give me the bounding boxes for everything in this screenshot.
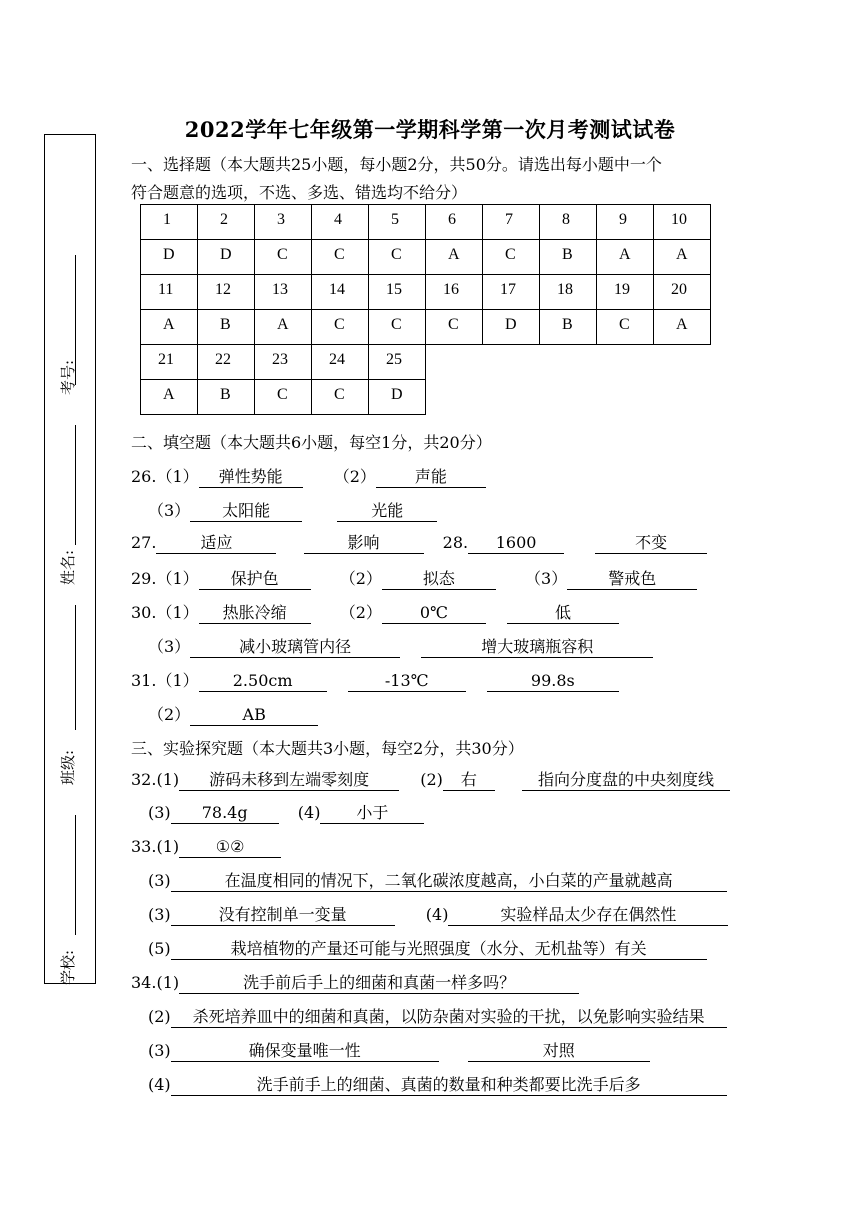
table-cell: 1 [141, 205, 198, 240]
table-cell: D [483, 310, 540, 345]
table-row [141, 205, 711, 240]
q34-part3: (3) [148, 1041, 171, 1060]
q34-line2 [148, 1007, 727, 1031]
table-cell-empty [483, 380, 540, 415]
table-cell: B [540, 240, 597, 275]
q30-answer2: 0℃ [382, 603, 486, 624]
q33-number: 33.(1) [131, 837, 180, 856]
table-row [141, 310, 711, 345]
q31-answer2: -13℃ [348, 671, 466, 692]
table-cell-empty [426, 345, 483, 380]
q30-part3: （3） [148, 637, 191, 656]
table-cell: 3 [255, 205, 312, 240]
q33-answer4: 实验样品太少存在偶然性 [448, 905, 728, 926]
q30-answer4: 减小玻璃管内径 [190, 637, 400, 658]
table-cell: C [312, 380, 369, 415]
name-label: 姓名: [59, 549, 77, 585]
q32-part3: (3) [148, 803, 171, 822]
q31-part2: （2） [148, 705, 191, 724]
q26-part2: （2） [333, 467, 376, 486]
table-cell-empty [654, 345, 711, 380]
q31-line1 [131, 668, 619, 692]
name-field[interactable] [45, 425, 97, 585]
q30-line2 [148, 634, 653, 658]
table-cell-empty [654, 380, 711, 415]
table-cell: 24 [312, 345, 369, 380]
q29-part3: （3） [525, 569, 568, 588]
q33-line4 [148, 939, 707, 963]
q34-number: 34.(1) [131, 973, 180, 992]
q33-part4: (4) [425, 905, 449, 924]
table-cell: A [426, 240, 483, 275]
table-cell: 25 [369, 345, 426, 380]
table-cell: C [426, 310, 483, 345]
table-cell: A [141, 310, 198, 345]
table-cell: C [255, 240, 312, 275]
table-cell: 23 [255, 345, 312, 380]
class-line [75, 605, 76, 730]
q29-answer2: 拟态 [382, 569, 496, 590]
q26-line1 [131, 464, 486, 488]
q32-answer5: 小于 [320, 803, 424, 824]
q32-part2: (2) [420, 770, 443, 789]
class-field[interactable] [45, 605, 97, 785]
q26-line2 [148, 498, 437, 522]
table-cell: B [540, 310, 597, 345]
table-cell: 21 [141, 345, 198, 380]
q34-answer1: 洗手前后手上的细菌和真菌一样多吗？ [179, 973, 579, 994]
q34-part2: (2) [148, 1007, 171, 1026]
q29-line [131, 566, 697, 590]
class-label: 班级: [59, 749, 77, 785]
q27-answer2: 影响 [304, 533, 424, 554]
q33-part2: (3) [148, 871, 171, 890]
table-cell: 9 [597, 205, 654, 240]
table-cell: 2 [198, 205, 255, 240]
table-cell: 12 [198, 275, 255, 310]
q29-number: 29.（1） [131, 569, 199, 588]
table-cell: 13 [255, 275, 312, 310]
table-cell: 4 [312, 205, 369, 240]
q29-answer3: 警戒色 [567, 569, 697, 590]
q32-line1 [131, 770, 730, 794]
table-row [141, 380, 711, 415]
q32-answer2: 右 [443, 770, 495, 791]
q29-answer1: 保护色 [199, 569, 311, 590]
table-cell: 7 [483, 205, 540, 240]
q33-answer1: ①② [179, 837, 281, 858]
table-cell: 20 [654, 275, 711, 310]
q28-answer2: 不变 [595, 533, 707, 554]
q26-answer2: 声能 [376, 467, 486, 488]
q34-answer5: 洗手前手上的细菌、真菌的数量和种类都要比洗手后多 [171, 1075, 727, 1096]
school-line [75, 815, 76, 935]
q27-answer1: 适应 [156, 533, 276, 554]
q34-line4 [148, 1075, 727, 1099]
q27-number: 27. [131, 533, 157, 552]
q33-line2 [148, 871, 727, 895]
q34-answer3: 确保变量唯一性 [171, 1041, 439, 1062]
q31-answer4: AB [190, 705, 318, 726]
table-cell: A [141, 380, 198, 415]
q32-answer1: 游码未移到左端零刻度 [179, 770, 399, 791]
table-cell: 19 [597, 275, 654, 310]
table-cell: 11 [141, 275, 198, 310]
q30-answer3: 低 [507, 603, 619, 624]
q31-line2 [148, 702, 318, 726]
table-cell-empty [426, 380, 483, 415]
table-cell-empty [540, 345, 597, 380]
table-cell: A [255, 310, 312, 345]
q30-number: 30.（1） [131, 603, 199, 622]
table-cell: 14 [312, 275, 369, 310]
table-cell: 22 [198, 345, 255, 380]
table-cell: B [198, 310, 255, 345]
table-cell: D [198, 240, 255, 275]
q31-answer1: 2.50cm [199, 671, 327, 692]
table-cell: 15 [369, 275, 426, 310]
school-field[interactable] [45, 815, 97, 985]
q33-line3 [148, 905, 728, 929]
q32-number: 32.(1) [131, 770, 180, 789]
table-cell: B [198, 380, 255, 415]
table-cell: C [312, 240, 369, 275]
table-cell: 17 [483, 275, 540, 310]
table-row [141, 240, 711, 275]
q26-answer3: 太阳能 [190, 501, 302, 522]
table-cell: 5 [369, 205, 426, 240]
school-label: 学校: [59, 949, 77, 985]
q26-number: 26.（1） [131, 467, 199, 486]
table-cell: 10 [654, 205, 711, 240]
section1-heading-line1: 一、选择题（本大题共25小题，每小题2分，共50分。请选出每小题中一个 [131, 155, 662, 174]
q34-answer4: 对照 [468, 1041, 650, 1062]
table-cell-empty [597, 345, 654, 380]
table-cell: 6 [426, 205, 483, 240]
table-cell: 8 [540, 205, 597, 240]
q26-part3: （3） [148, 501, 191, 520]
table-cell: C [597, 310, 654, 345]
table-cell-empty [540, 380, 597, 415]
q26-answer4: 光能 [337, 501, 437, 522]
q32-answer3: 指向分度盘的中央刻度线 [522, 770, 730, 791]
table-cell-empty [483, 345, 540, 380]
table-cell: C [369, 310, 426, 345]
q28-answer1: 1600 [468, 533, 564, 554]
q31-answer3: 99.8s [487, 671, 619, 692]
section1-heading-line2: 符合题意的选项，不选、多选、错选均不给分） [131, 183, 468, 202]
q33-part5: (5) [148, 939, 171, 958]
q34-line1 [131, 973, 579, 997]
table-cell: 16 [426, 275, 483, 310]
table-cell-empty [597, 380, 654, 415]
student-info-box [44, 134, 96, 984]
table-row [141, 275, 711, 310]
q28-number: 28. [442, 533, 469, 552]
table-cell: A [654, 310, 711, 345]
section2-heading: 二、填空题（本大题共6小题，每空1分，共20分） [131, 433, 492, 452]
q34-line3 [148, 1041, 650, 1065]
q33-line1 [131, 837, 281, 861]
table-cell: C [312, 310, 369, 345]
exam-number-label: 考号: [59, 359, 77, 395]
section3-heading: 三、实验探究题（本大题共3小题，每空2分，共30分） [131, 739, 524, 758]
q26-answer1: 弹性势能 [199, 467, 303, 488]
table-cell: C [255, 380, 312, 415]
q34-part4: (4) [148, 1075, 171, 1094]
q30-answer1: 热胀冷缩 [199, 603, 311, 624]
table-cell: A [597, 240, 654, 275]
exam-number-field[interactable] [45, 235, 97, 395]
q33-part3: (3) [148, 905, 171, 924]
q30-part2: （2） [339, 603, 382, 622]
answer-table [140, 204, 711, 415]
q34-answer2: 杀死培养皿中的细菌和真菌，以防杂菌对实验的干扰，以免影响实验结果 [171, 1007, 727, 1028]
q29-part2: （2） [339, 569, 382, 588]
name-line [75, 425, 76, 545]
table-cell: D [369, 380, 426, 415]
q33-answer2: 在温度相同的情况下，二氧化碳浓度越高，小白菜的产量就越高 [171, 871, 727, 892]
table-row [141, 345, 711, 380]
q32-line2 [148, 803, 424, 827]
page-title: 2022学年七年级第一学期科学第一次月考测试试卷 [184, 117, 676, 142]
q27-q28-line [131, 533, 707, 557]
table-cell: C [483, 240, 540, 275]
table-cell: C [369, 240, 426, 275]
q33-answer5: 栽培植物的产量还可能与光照强度（水分、无机盐等）有关 [171, 939, 707, 960]
table-cell: D [141, 240, 198, 275]
q30-line1 [131, 600, 619, 624]
q33-answer3: 没有控制单一变量 [171, 905, 395, 926]
q32-answer4: 78.4g [171, 803, 279, 824]
q32-part4: (4) [297, 803, 321, 822]
q31-number: 31.（1） [131, 671, 199, 690]
q30-answer5: 增大玻璃瓶容积 [421, 637, 653, 658]
table-cell: 18 [540, 275, 597, 310]
table-cell: A [654, 240, 711, 275]
